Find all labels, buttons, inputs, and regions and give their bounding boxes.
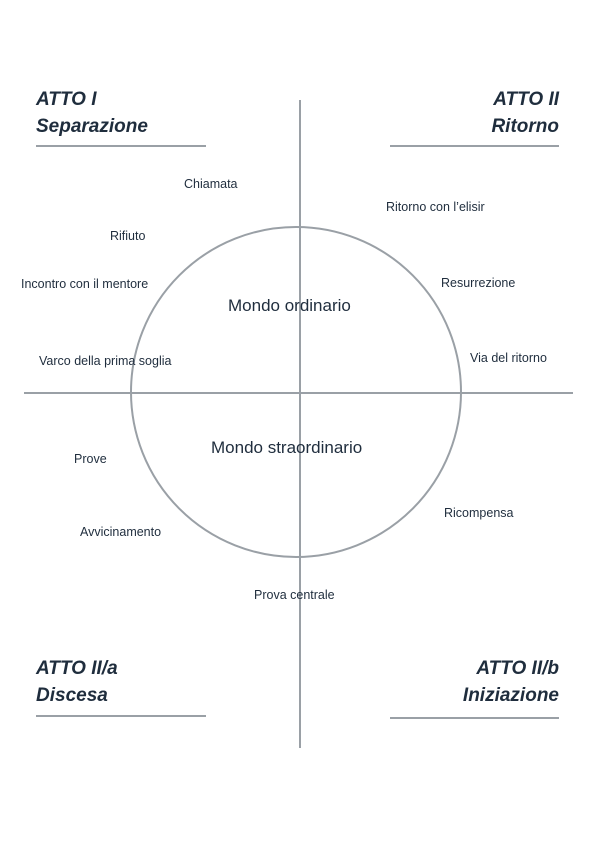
act-2-underline: [390, 145, 559, 147]
act-1-heading: [36, 86, 148, 140]
act-1-subtitle: Separazione: [36, 116, 148, 137]
act-2b-subtitle: Iniziazione: [462, 685, 559, 706]
act-2-heading: [491, 86, 559, 140]
extraordinary-world-label: Mondo straordinario: [211, 438, 363, 457]
act-1-title: ATTO I: [36, 89, 97, 110]
act-2b-title: ATTO II/b: [476, 658, 559, 679]
stage-ricompensa: Ricompensa: [444, 506, 514, 520]
stage-ritorno-elisir: Ritorno con l’elisir: [386, 200, 485, 214]
stage-chiamata: Chiamata: [184, 177, 238, 191]
act-2a-underline: [36, 715, 206, 717]
journey-circle: [130, 226, 462, 558]
stage-prove: Prove: [74, 452, 107, 466]
act-2a-subtitle: Discesa: [36, 685, 108, 706]
stage-varco-soglia: Varco della prima soglia: [39, 354, 172, 368]
stage-rifiuto: Rifiuto: [110, 229, 146, 243]
act-2a-heading: [36, 655, 118, 709]
stage-prova-centrale: Prova centrale: [254, 588, 335, 602]
act-1-underline: [36, 145, 206, 147]
act-2a-title: ATTO II/a: [36, 658, 118, 679]
ordinary-world-label: Mondo ordinario: [228, 296, 351, 315]
act-2-title: ATTO II: [493, 89, 559, 110]
stage-resurrezione: Resurrezione: [441, 276, 516, 290]
stage-via-ritorno: Via del ritorno: [470, 351, 547, 365]
stage-incontro-mentore: Incontro con il mentore: [21, 277, 149, 291]
stage-avvicinamento: Avvicinamento: [80, 525, 162, 539]
act-2b-underline: [390, 717, 559, 719]
act-2-subtitle: Ritorno: [491, 116, 559, 137]
act-2b-heading: [463, 655, 559, 709]
